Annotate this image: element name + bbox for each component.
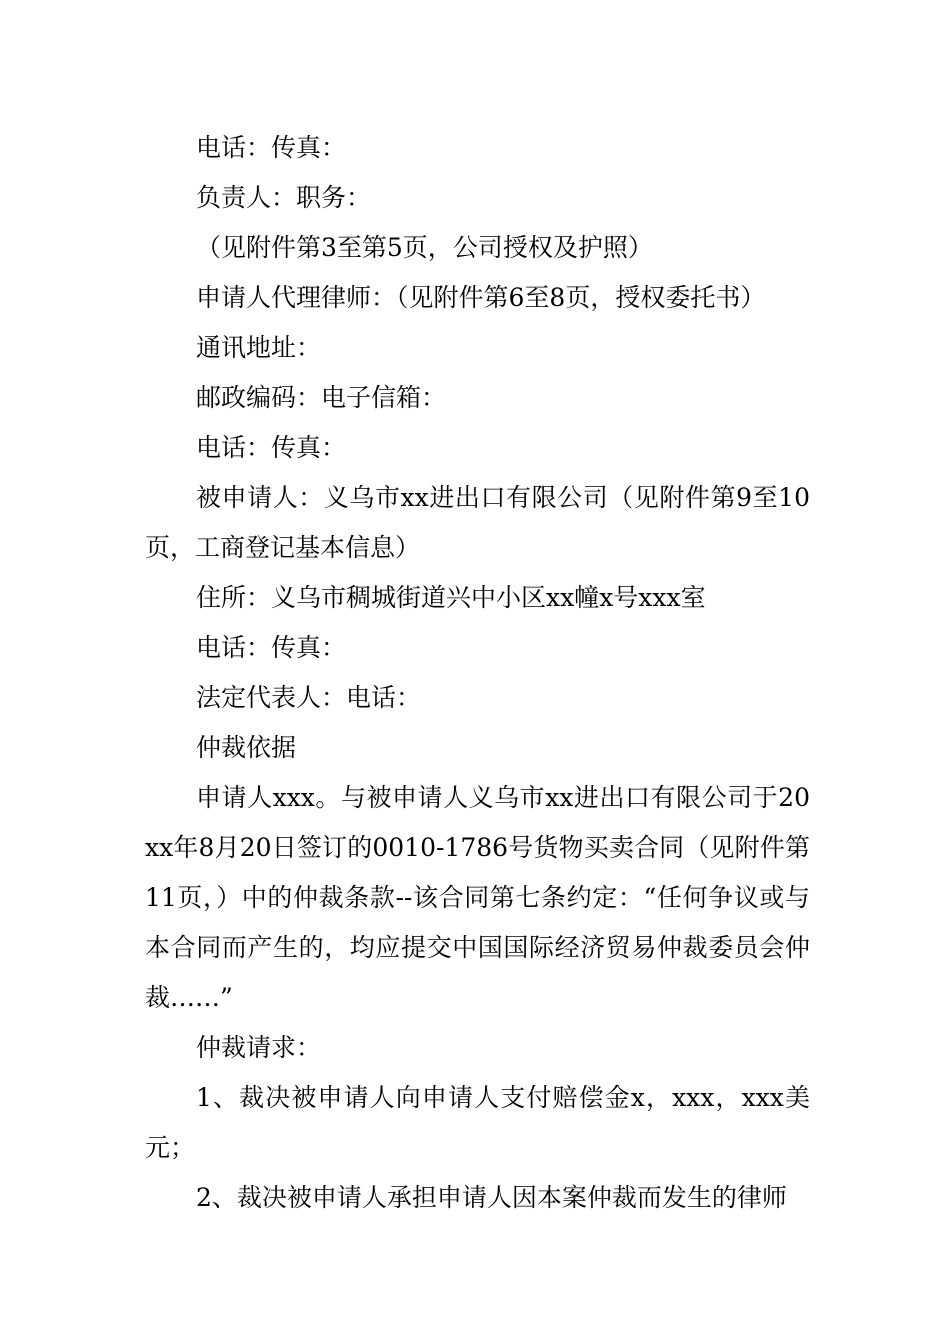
contact-phone-fax-2: 电话：传真： (196, 433, 347, 462)
arbitration-basis-paragraph: 申请人xxx。与被申请人义乌市xx进出口有限公司于20xx年8月20日签订的0010-1786号货物买卖合同（见附件第11页，）中的仲裁条款--该合同第七条约定：“任何争议或与本合同而产生的，均应提交中国国际经济贸易仲裁委员会仲裁……” (145, 783, 810, 1012)
postal-email-line: 邮政编码：电子信箱： (196, 383, 447, 412)
attachment-note-authorization: （见附件第3至第5页，公司授权及护照） (196, 233, 653, 262)
claim-item-2: 2、裁决被申请人承担申请人因本案仲裁而发生的律师 (196, 1183, 787, 1212)
arbitration-basis-heading: 仲裁依据 (196, 733, 297, 762)
respondent-paragraph: 被申请人：义乌市xx进出口有限公司（见附件第9至10页，工商登记基本信息） (145, 483, 810, 562)
applicant-lawyer-line: 申请人代理律师：（见附件第6至8页，授权委托书） (196, 283, 766, 312)
mailing-address-line: 通讯地址： (196, 333, 322, 362)
respondent-address-line: 住所：义乌市稠城街道兴中小区xx幢x号xxx室 (196, 583, 706, 612)
contact-phone-fax-1: 电话：传真： (196, 133, 347, 162)
contact-phone-fax-3: 电话：传真： (196, 633, 347, 662)
responsible-person-line: 负责人：职务： (196, 183, 372, 212)
claim-item-1: 1、裁决被申请人向申请人支付赔偿金x，xxx，xxx美元； (145, 1083, 810, 1162)
legal-representative-line: 法定代表人：电话： (196, 683, 422, 712)
arbitration-claims-heading: 仲裁请求： (196, 1033, 322, 1062)
